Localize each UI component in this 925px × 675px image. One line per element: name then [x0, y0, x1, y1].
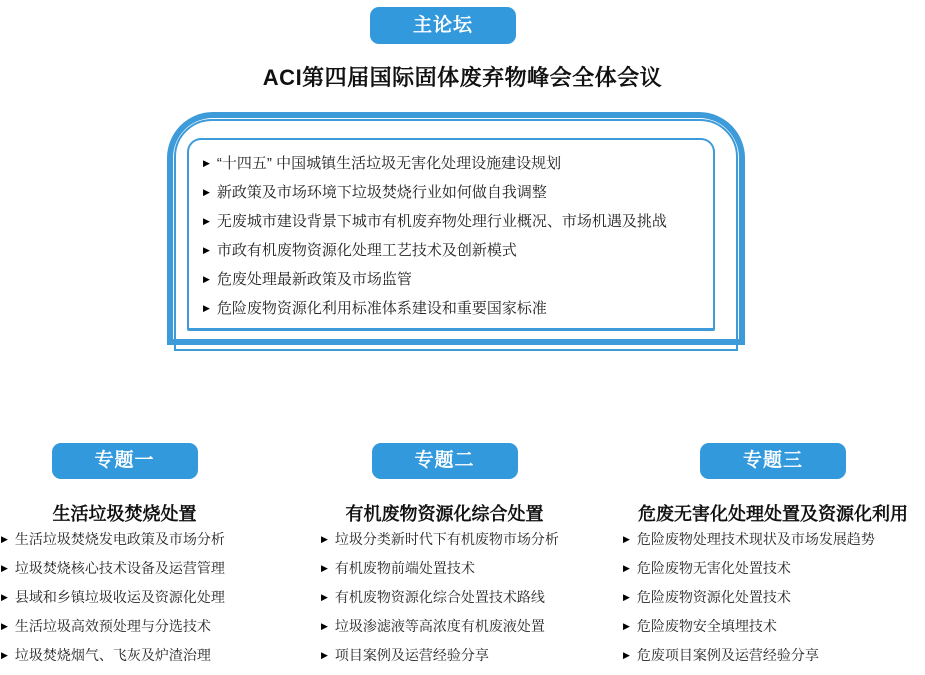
- list-item: [203, 150, 707, 179]
- topic-text: “十四五” 中国城镇生活垃圾无害化处理设施建设规划: [216, 155, 562, 172]
- track-1-title: 生活垃圾焚烧处置: [52, 504, 197, 524]
- main-forum-button[interactable]: 主论坛: [370, 7, 516, 44]
- list-item: [203, 237, 707, 266]
- bullet-triangle-icon: ▶: [203, 158, 210, 168]
- tracks-row: [0, 443, 925, 671]
- topic-text: 危废项目案例及运营经验分享: [636, 647, 819, 663]
- main-forum-topic-list: [203, 150, 707, 324]
- list-item: [1, 613, 248, 642]
- topic-text: 生活垃圾焚烧发电政策及市场分析: [14, 531, 225, 547]
- list-item: [623, 526, 923, 555]
- topic-text: 危险废物资源化处置技术: [636, 589, 791, 605]
- topic-text: 危险废物无害化处置技术: [636, 560, 791, 576]
- track-1-topic-list: [1, 526, 248, 671]
- topic-text: 危险废物安全填埋技术: [636, 618, 777, 634]
- panel-inner-frame: [187, 138, 715, 331]
- topic-text: 有机废物前端处置技术: [334, 560, 475, 576]
- topic-text: 危险废物处理技术现状及市场发展趋势: [636, 531, 875, 547]
- topic-text: 垃圾焚烧烟气、飞灰及炉渣治理: [14, 647, 211, 663]
- topic-text: 项目案例及运营经验分享: [334, 647, 489, 663]
- bullet-triangle-icon: ▶: [321, 592, 328, 602]
- bullet-triangle-icon: ▶: [203, 303, 210, 313]
- bullet-triangle-icon: ▶: [1, 592, 8, 602]
- list-item: [1, 555, 248, 584]
- list-item: [321, 526, 568, 555]
- list-item: [203, 208, 707, 237]
- topic-text: 县域和乡镇垃圾收运及资源化处理: [14, 589, 225, 605]
- bullet-triangle-icon: ▶: [321, 563, 328, 573]
- list-item: [321, 555, 568, 584]
- topic-text: 危废处理最新政策及市场监管: [216, 271, 412, 288]
- list-item: [1, 526, 248, 555]
- topic-text: 无废城市建设背景下城市有机废弃物处理行业概况、市场机遇及挑战: [216, 213, 667, 230]
- bullet-triangle-icon: ▶: [1, 621, 8, 631]
- bullet-triangle-icon: ▶: [623, 592, 630, 602]
- list-item: [1, 584, 248, 613]
- topic-text: 市政有机废物资源化处理工艺技术及创新模式: [216, 242, 517, 259]
- track-1-button[interactable]: 专题一: [52, 443, 198, 479]
- bullet-triangle-icon: ▶: [203, 274, 210, 284]
- bullet-triangle-icon: ▶: [321, 534, 328, 544]
- bullet-triangle-icon: ▶: [623, 534, 630, 544]
- topic-text: 危险废物资源化利用标准体系建设和重要国家标准: [216, 300, 547, 317]
- list-item: [623, 613, 923, 642]
- track-3-button[interactable]: 专题三: [700, 443, 846, 479]
- main-forum-panel: [167, 112, 745, 345]
- bullet-triangle-icon: ▶: [321, 621, 328, 631]
- track-2-topic-list: [321, 526, 568, 671]
- topic-text: 新政策及市场环境下垃圾焚烧行业如何做自我调整: [216, 184, 547, 201]
- bullet-triangle-icon: ▶: [623, 621, 630, 631]
- bullet-triangle-icon: ▶: [1, 563, 8, 573]
- track-3-title: 危废无害化处理处置及资源化利用: [638, 504, 908, 524]
- list-item: [321, 613, 568, 642]
- bullet-triangle-icon: ▶: [203, 245, 210, 255]
- list-item: [203, 266, 707, 295]
- track-2-button[interactable]: 专题二: [372, 443, 518, 479]
- topic-text: 垃圾渗滤液等高浓度有机废液处置: [334, 618, 545, 634]
- bullet-triangle-icon: ▶: [623, 650, 630, 660]
- track-3-column: [623, 443, 923, 671]
- track-3-topic-list: [623, 526, 923, 671]
- list-item: [203, 179, 707, 208]
- bullet-triangle-icon: ▶: [623, 563, 630, 573]
- bullet-triangle-icon: ▶: [203, 187, 210, 197]
- list-item: [623, 584, 923, 613]
- topic-text: 有机废物资源化综合处置技术路线: [334, 589, 545, 605]
- topic-text: 垃圾焚烧核心技术设备及运营管理: [14, 560, 225, 576]
- list-item: [623, 555, 923, 584]
- bullet-triangle-icon: ▶: [203, 216, 210, 226]
- list-item: [321, 584, 568, 613]
- list-item: [321, 642, 568, 671]
- track-2-title: 有机废物资源化综合处置: [345, 504, 544, 524]
- track-1-column: [1, 443, 248, 671]
- bullet-triangle-icon: ▶: [321, 650, 328, 660]
- topic-text: 垃圾分类新时代下有机废物市场分析: [334, 531, 559, 547]
- list-item: [623, 642, 923, 671]
- list-item: [1, 642, 248, 671]
- main-forum-title: ACI第四届国际固体废弃物峰会全体会议: [262, 65, 663, 90]
- track-2-column: [321, 443, 568, 671]
- bullet-triangle-icon: ▶: [1, 534, 8, 544]
- list-item: [203, 295, 707, 324]
- topic-text: 生活垃圾高效预处理与分选技术: [14, 618, 211, 634]
- bullet-triangle-icon: ▶: [1, 650, 8, 660]
